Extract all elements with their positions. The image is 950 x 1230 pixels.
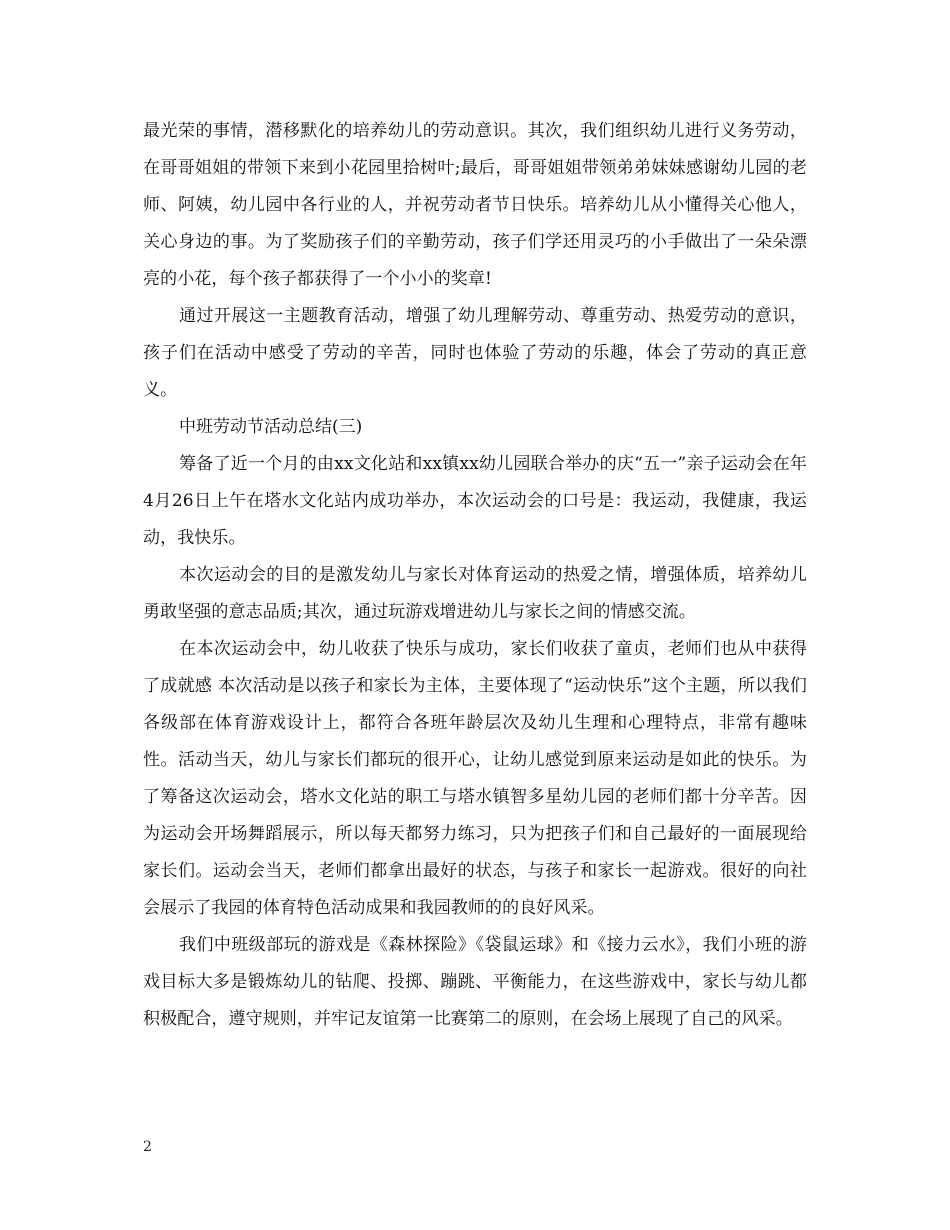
paragraph-event-results: 在本次运动会中，幼儿收获了快乐与成功，家长们收获了童贞，老师们也从中获得了成就感 本次活动是以孩子和家长为主体，主要体现了“运动快乐”这个主题，所以我们各级部在体育游戏设计上，都符合各班年龄层次及幼儿生理和心理特点，非常有趣味性。活动当天，幼儿与家长们都玩的很开心，让幼儿感觉到原来运动是如此的快乐。为了筹备这次运动会，塔水文化站的职工与塔水镇智多星幼儿园的老师们都十分辛苦。因为运动会开场舞蹈展示，所以每天都努力练习，只为把孩子们和自己最好的一面展现给家长们。运动会当天，老师们都拿出最好的状态，与孩子和家长一起游戏。很好的向社会展示了我园的体育特色活动成果和我园教师的的良好风采。 — [143, 639, 807, 918]
document-body — [143, 113, 807, 1038]
paragraph-event-intro: 筹备了近一个月的由xx文化站和xx镇xx幼儿园联合举办的庆“五一”亲子运动会在年4月26日上午在塔水文化站内成功举办，本次运动会的口号是：我运动，我健康，我运动，我快乐。 — [143, 454, 807, 548]
paragraph-summary: 通过开展这一主题教育活动，增强了幼儿理解劳动、尊重劳动、热爱劳动的意识，孩子们在活动中感受了劳动的辛苦，同时也体验了劳动的乐趣，体会了劳动的真正意义。 — [143, 306, 807, 400]
page-number: 2 — [143, 1139, 152, 1155]
paragraph-continued: 最光荣的事情，潜移默化的培养幼儿的劳动意识。其次，我们组织幼儿进行义务劳动，在哥哥姐姐的带领下来到小花园里拾树叶;最后，哥哥姐姐带领弟弟妹妹感谢幼儿园的老师、阿姨，幼儿园中各行业的人，并祝劳动者节日快乐。培养幼儿从小懂得关心他人，关心身边的事。为了奖励孩子们的辛勤劳动，孩子们学还用灵巧的小手做出了一朵朵漂亮的小花，每个孩子都获得了一个小小的奖章! — [143, 121, 807, 289]
section-heading: 中班劳动节活动总结(三) — [179, 417, 363, 437]
paragraph-event-purpose: 本次运动会的目的是激发幼儿与家长对体育运动的热爱之情，增强体质，培养幼儿勇敢坚强的意志品质;其次，通过玩游戏增进幼儿与家长之间的情感交流。 — [143, 565, 807, 622]
paragraph-games: 我们中班级部玩的游戏是《森林探险》《袋鼠运球》和《接力云水》，我们小班的游戏目标大多是锻炼幼儿的钻爬、投掷、蹦跳、平衡能力，在这些游戏中，家长与幼儿都积极配合，遵守规则，并牢记友谊第一比赛第二的原则，在会场上展现了自己的风采。 — [143, 935, 807, 1029]
